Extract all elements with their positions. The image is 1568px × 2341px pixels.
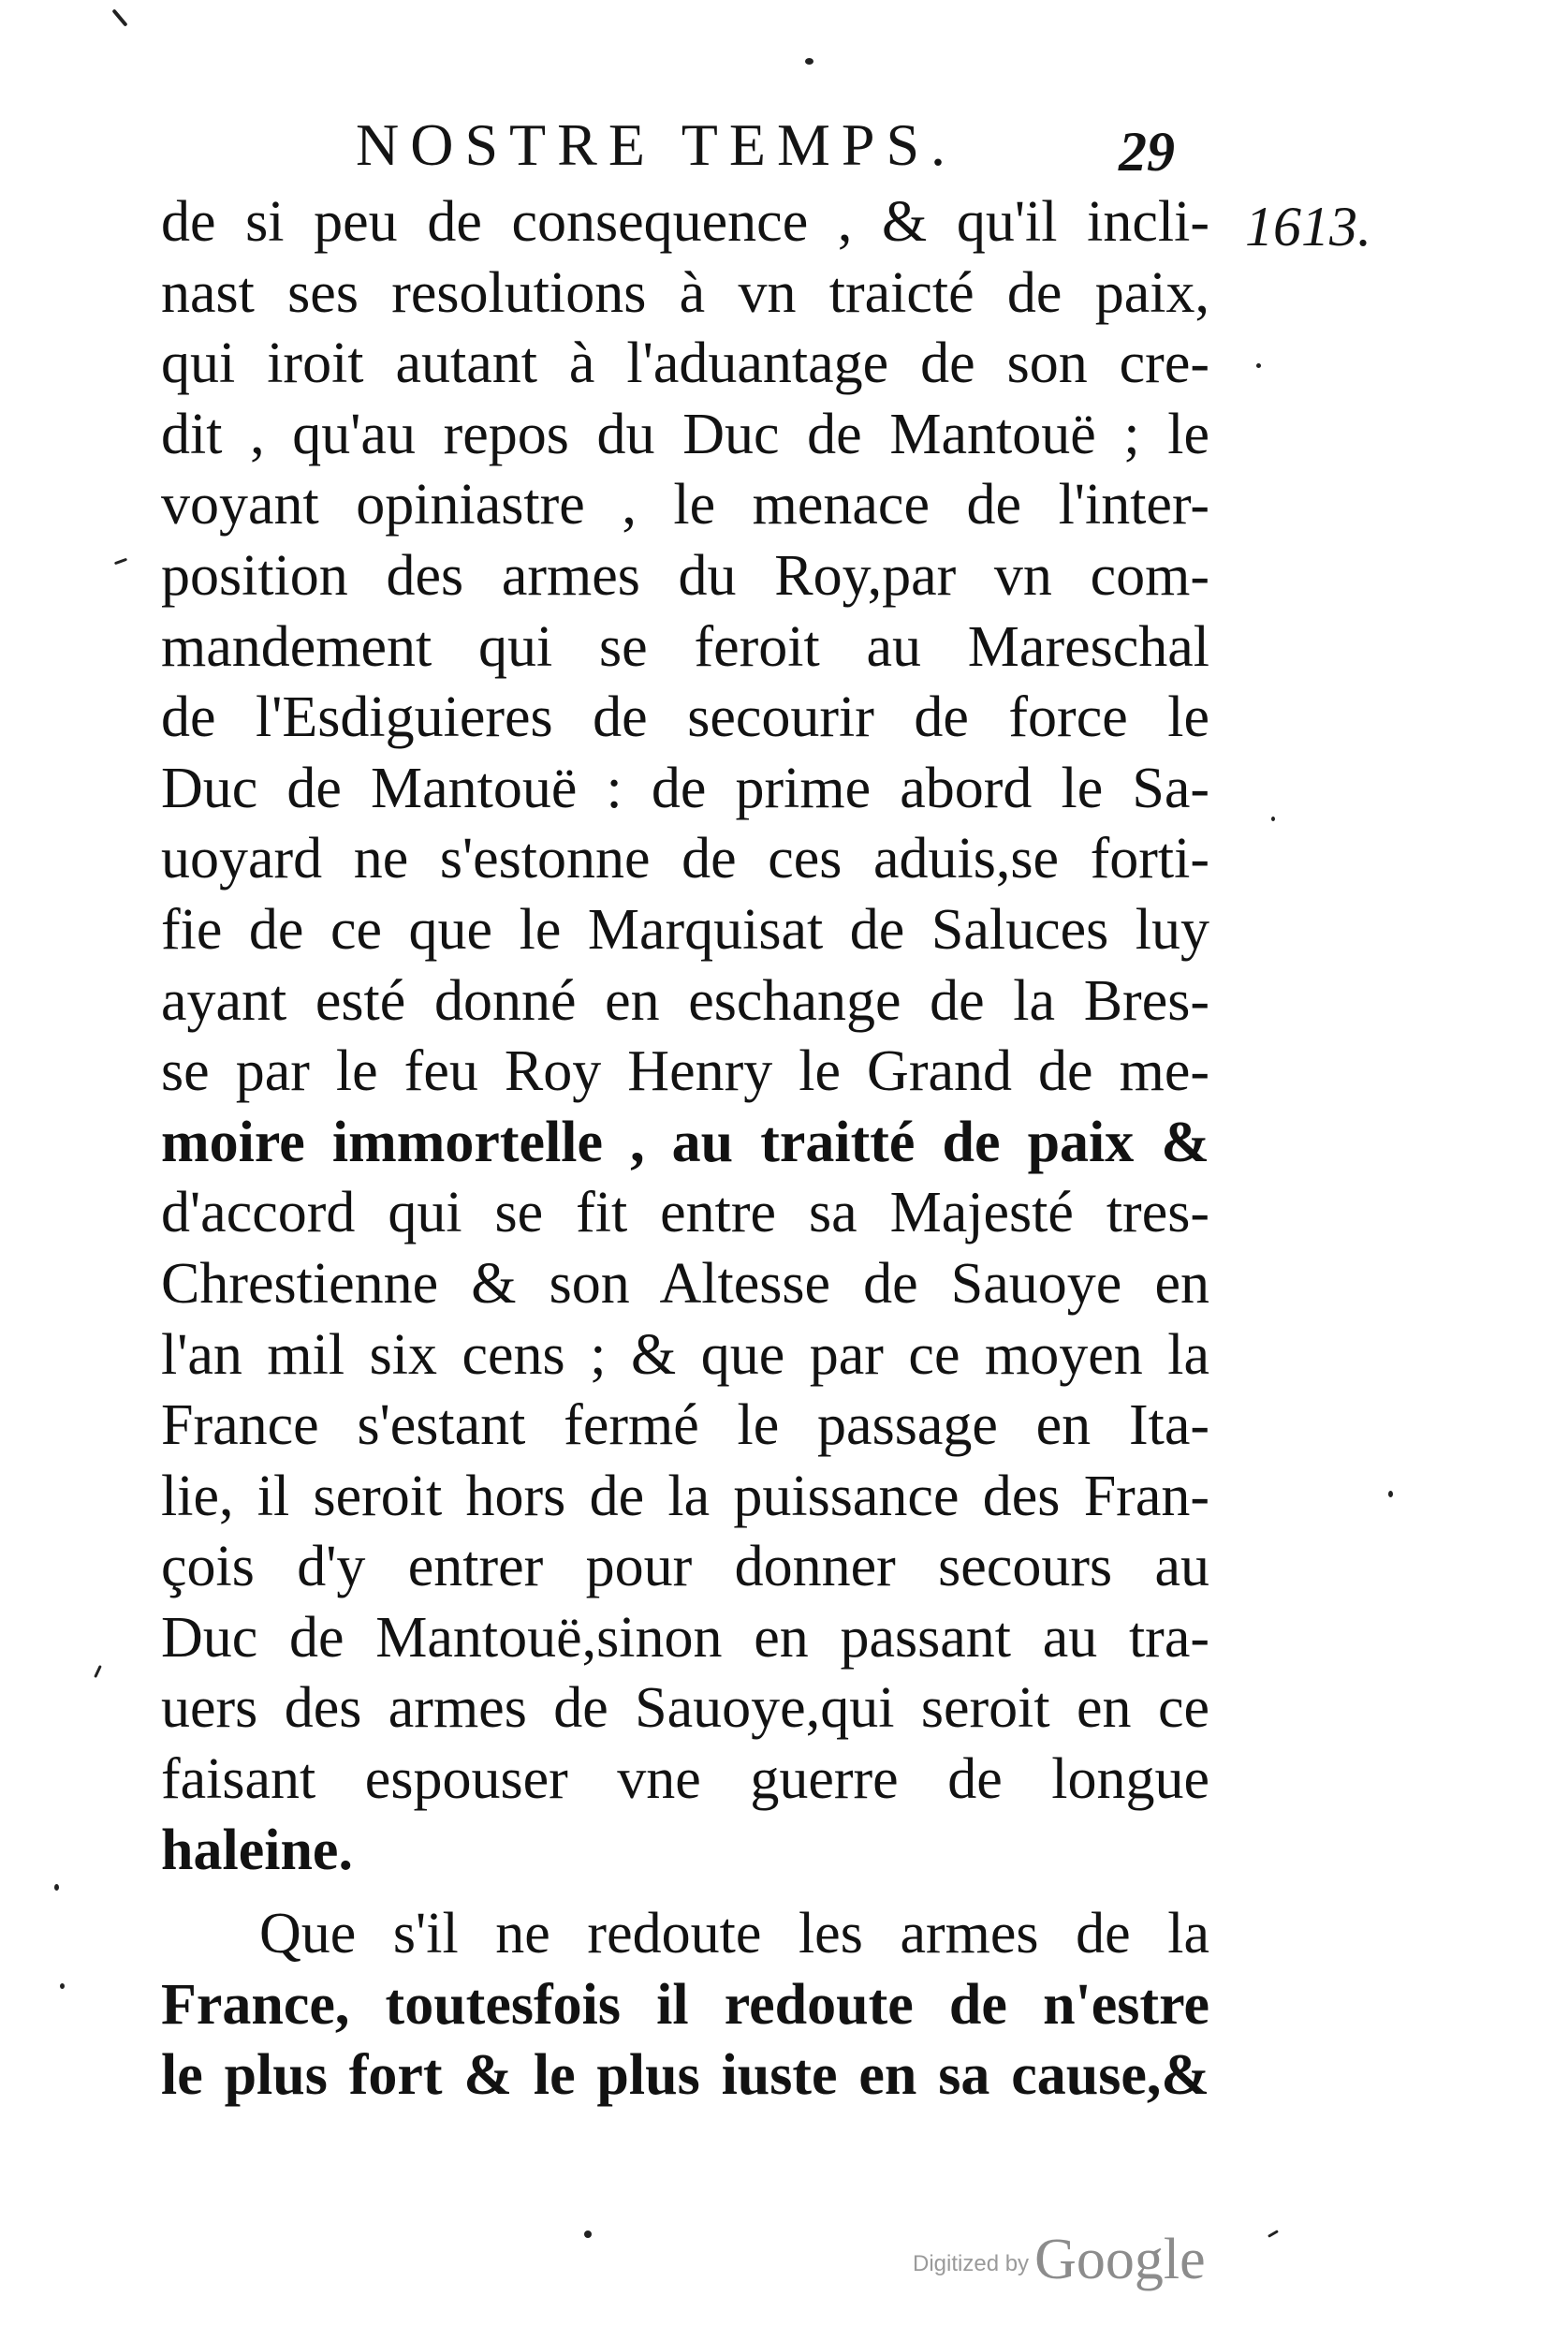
text-line: de si peu de consequence , & qu'il incli-	[161, 190, 1209, 254]
google-logo: Google	[1034, 2228, 1206, 2291]
text-line: moire immortelle , au traitté de paix &	[161, 1110, 1209, 1174]
digitized-watermark	[913, 2227, 1206, 2293]
page-number: 29	[1119, 121, 1175, 183]
text-line: nast ses resolutions à vn traicté de paix,	[161, 260, 1209, 325]
paragraph-line: France, toutesfois il redoute de n'estre	[161, 1972, 1209, 2037]
text-line: qui iroit autant à l'aduantage de son cre-	[161, 331, 1209, 396]
text-line: uers des armes de Sauoye,qui seroit en ce	[161, 1676, 1209, 1741]
text-line: Duc de Mantouë,sinon en passant au tra-	[161, 1605, 1209, 1670]
text-line: position des armes du Roy,par vn com-	[161, 543, 1209, 608]
paragraph-line: Que s'il ne redoute les armes de la	[259, 1902, 1209, 1966]
ink-speck	[584, 2231, 592, 2238]
ink-speck	[54, 1884, 59, 1891]
ink-speck	[94, 1665, 102, 1678]
ink-speck	[114, 558, 127, 566]
ink-speck	[1256, 363, 1261, 368]
watermark-prefix: Digitized by	[913, 2251, 1030, 2276]
ink-speck	[1271, 817, 1275, 821]
text-line: ayant esté donné en eschange de la Bres-	[161, 968, 1209, 1033]
text-line: çois d'y entrer pour donner secours au	[161, 1535, 1209, 1599]
ink-speck	[805, 58, 813, 65]
text-line: voyant opiniastre , le menace de l'inter-	[161, 473, 1209, 537]
ink-speck	[60, 1983, 65, 1989]
text-line: France s'estant fermé le passage en Ita-	[161, 1393, 1209, 1458]
text-line: se par le feu Roy Henry le Grand de me-	[161, 1039, 1209, 1104]
ink-speck	[1268, 2230, 1279, 2238]
text-line: Chrestienne & son Altesse de Sauoye en	[161, 1251, 1209, 1316]
body-text	[161, 187, 1209, 2112]
text-line: uoyard ne s'estonne de ces aduis,se forti-	[161, 827, 1209, 891]
text-line: l'an mil six cens ; & que par ce moyen la	[161, 1322, 1209, 1387]
running-head: NOSTRE TEMPS.	[356, 111, 958, 178]
text-line: de l'Esdiguieres de secourir de force le	[161, 685, 1209, 750]
ink-speck	[1388, 1491, 1393, 1497]
text-line: d'accord qui se fit entre sa Majesté tres-	[161, 1181, 1209, 1245]
text-line: faisant espouser vne guerre de longue	[161, 1747, 1209, 1812]
text-line: lie, il seroit hors de la puissance des Fran-	[161, 1464, 1209, 1528]
ink-speck	[111, 8, 127, 26]
text-line: Duc de Mantouë : de prime abord le Sa-	[161, 756, 1209, 820]
text-line: fie de ce que le Marquisat de Saluces luy	[161, 897, 1209, 962]
margin-year-note: 1613.	[1245, 196, 1371, 258]
text-line: haleine.	[161, 1818, 353, 1882]
paragraph-line: le plus fort & le plus iuste en sa cause,&	[161, 2043, 1209, 2108]
text-line: mandement qui se feroit au Mareschal	[161, 614, 1209, 679]
text-line: dit , qu'au repos du Duc de Mantouë ; le	[161, 402, 1209, 466]
